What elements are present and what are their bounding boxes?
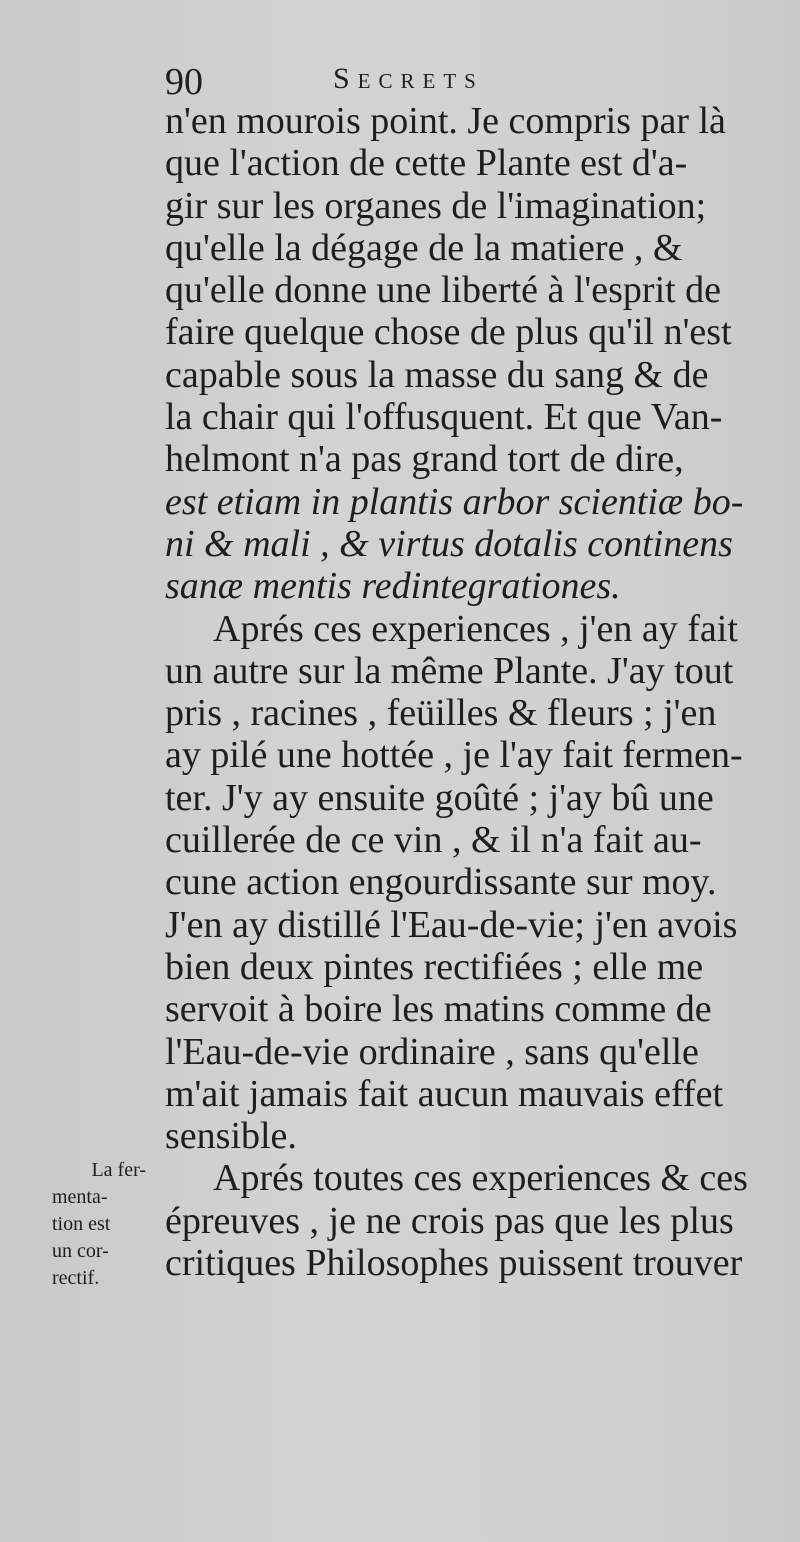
margin-note <box>52 1157 152 1292</box>
text-line: m'ait jamais fait aucun mauvais effet <box>165 1072 723 1115</box>
text-line: pris , racines , feüilles & fleurs ; j'en <box>165 692 717 735</box>
text-line: faire quelque chose de plus qu'il n'est <box>165 311 732 354</box>
text-line: ni & mali , & virtus dotalis continens <box>165 522 733 565</box>
text-line: qu'elle donne une liberté à l'esprit de <box>165 269 722 312</box>
text-line: ter. J'y ay ensuite goûté ; j'ay bû une <box>165 776 714 819</box>
running-title: Secrets <box>333 62 484 95</box>
margin-note-line: tion est <box>52 1213 111 1235</box>
text-line: ay pilé une hottée , je l'ay fait fermen- <box>165 734 743 777</box>
text-line: qu'elle la dégage de la matiere , & <box>165 226 683 269</box>
text-line: J'en ay distillé l'Eau-de-vie; j'en avois <box>165 903 738 946</box>
text-line: Aprés ces experiences , j'en ay fait <box>213 607 738 650</box>
text-line: sanæ mentis redintegrationes. <box>165 565 621 608</box>
text-line: bien deux pintes rectifiées ; elle me <box>165 945 704 988</box>
margin-note-line: un cor- <box>52 1240 109 1262</box>
text-line: sensible. <box>165 1115 297 1158</box>
text-line: l'Eau-de-vie ordinaire , sans qu'elle <box>165 1030 699 1073</box>
text-line: cuillerée de ce vin , & il n'a fait au- <box>165 819 702 862</box>
text-line: cune action engourdissante sur moy. <box>165 861 717 904</box>
text-line: un autre sur la même Plante. J'ay tout <box>165 649 734 692</box>
text-line: capable sous la masse du sang & de <box>165 353 709 396</box>
text-line: gir sur les organes de l'imagination; <box>165 184 707 227</box>
text-line: la chair qui l'offusquent. Et que Van- <box>165 396 723 439</box>
text-line: est etiam in plantis arbor scientiæ bo- <box>165 480 744 523</box>
margin-note-line: rectif. <box>52 1267 100 1289</box>
page-number: 90 <box>165 61 203 103</box>
text-line: Aprés toutes ces experiences & ces <box>213 1157 748 1200</box>
text-line: n'en mourois point. Je compris par là <box>165 100 726 142</box>
text-line: que l'action de cette Plante est d'a- <box>165 142 688 185</box>
text-line: helmont n'a pas grand tort de dire, <box>165 438 684 481</box>
text-line: épreuves , je ne crois pas que les plus <box>165 1199 734 1242</box>
margin-note-line: menta- <box>52 1186 108 1208</box>
margin-note-line: La fer- <box>91 1159 146 1181</box>
text-line: critiques Philosophes puissent trouver <box>165 1242 743 1285</box>
text-line: servoit à boire les matins comme de <box>165 988 712 1031</box>
body-text <box>165 100 765 1284</box>
